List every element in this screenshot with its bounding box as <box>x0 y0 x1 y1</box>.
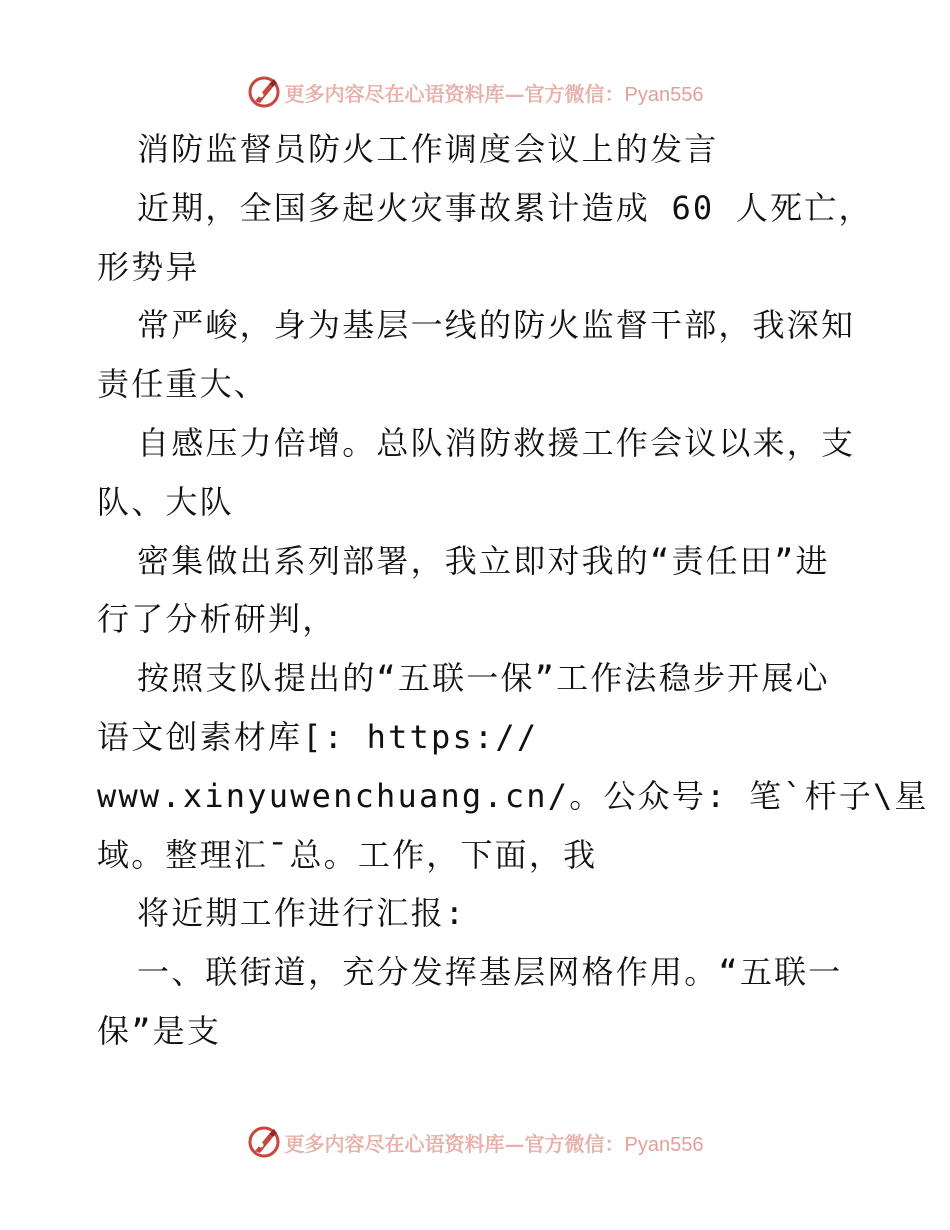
text-line: 将近期工作进行汇报: <box>137 894 467 933</box>
text-line: 按照支队提出的“五联一保”工作法稳步开展心 <box>137 659 830 698</box>
text-line: 保”是支 <box>97 1011 222 1050</box>
text-line: 自感压力倍增。总队消防救援工作会议以来，支 <box>137 423 856 462</box>
text-line: 行了分析研判， <box>97 600 337 639</box>
footer-watermark <box>0 1122 950 1162</box>
text-line: www.xinyuwenchuang.cn/。公众号: 笔`杆子\星 <box>97 776 929 815</box>
watermark-text: 更多内容尽在心语资料库—官方微信：Pyan556 <box>284 1131 704 1156</box>
text-line: 近期，全国多起火灾事故累计造成 60 人死亡， <box>137 188 873 227</box>
watermark-text: 更多内容尽在心语资料库—官方微信：Pyan556 <box>284 81 704 106</box>
text-line: 消防监督员防火工作调度会议上的发言 <box>137 130 719 168</box>
text-line: 形势异 <box>97 247 200 286</box>
header-watermark <box>0 72 950 112</box>
text-line: 语文创素材库[: https:// <box>97 717 539 756</box>
pen-logo-icon <box>247 1125 281 1159</box>
document-body <box>97 120 929 1061</box>
text-line: 一、联街道，充分发挥基层网格作用。“五联一 <box>137 953 843 992</box>
pen-logo-icon <box>247 75 281 109</box>
watermark-wechat-id: Pyan556 <box>624 83 704 106</box>
text-line: 密集做出系列部署，我立即对我的“责任田”进 <box>137 541 830 580</box>
text-line: 责任重大、 <box>97 365 269 404</box>
text-line: 常严峻，身为基层一线的防火监督干部，我深知 <box>137 306 856 345</box>
text-line: 队、大队 <box>97 482 234 521</box>
text-line: 域。整理汇¯总。工作，下面，我 <box>97 835 598 874</box>
watermark-wechat-id: Pyan556 <box>624 1133 704 1156</box>
